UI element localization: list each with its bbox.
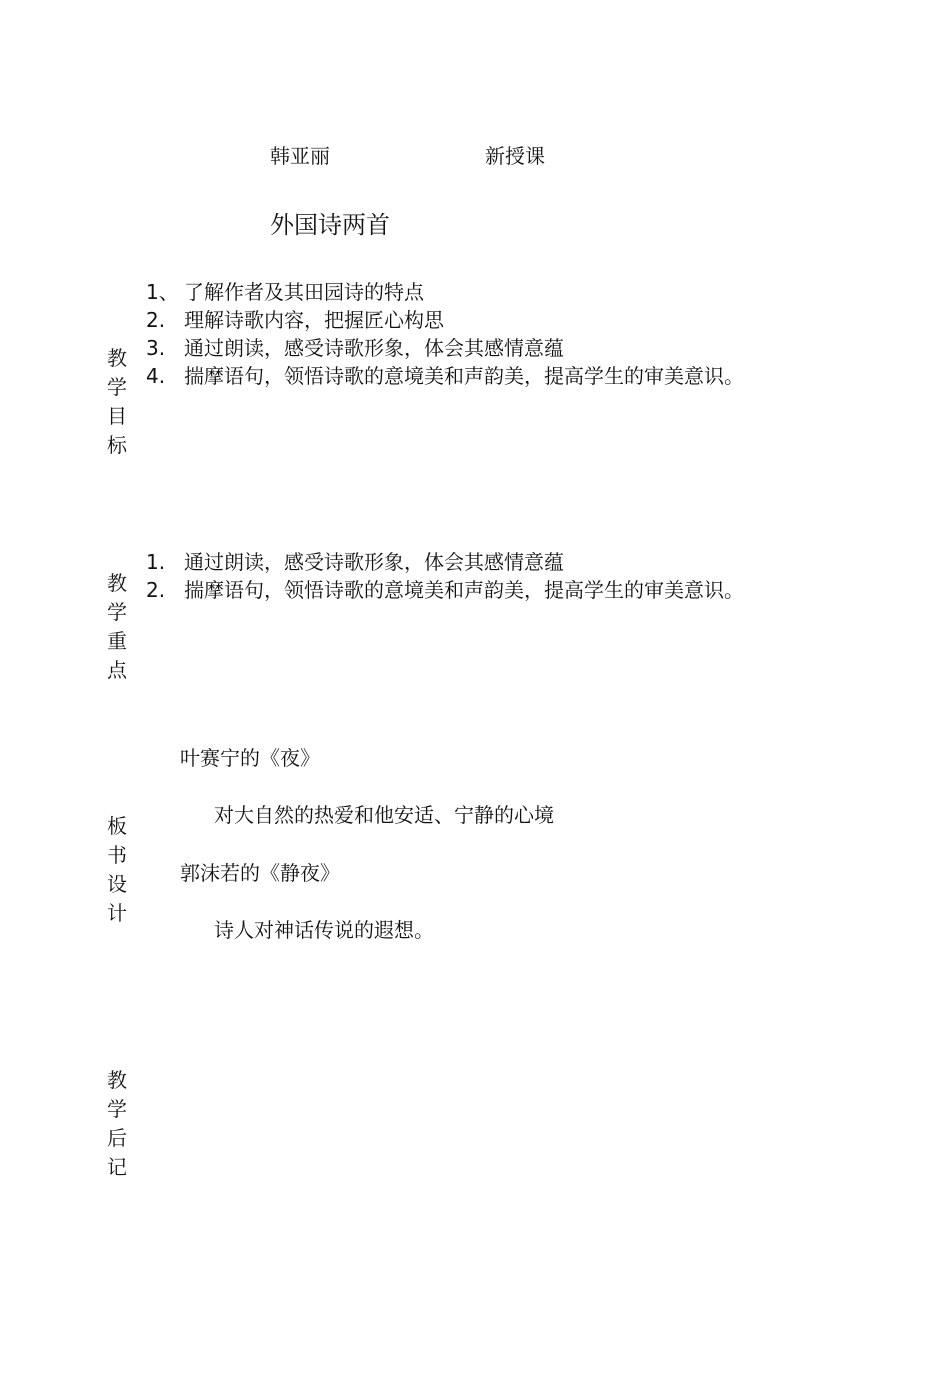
objectives-label-char: 目 — [107, 404, 127, 428]
board-poem-2: 郭沫若的《静夜》 — [180, 861, 340, 885]
item-number: 4. — [146, 364, 166, 388]
key-points-label-char: 重 — [107, 629, 127, 653]
board-design-label-char: 计 — [107, 901, 127, 925]
objectives-label — [104, 344, 130, 460]
board-poem-1-note: 对大自然的热爱和他安适、宁静的心境 — [214, 803, 554, 827]
item-number: 1、 — [146, 280, 179, 304]
item-text: 通过朗读，感受诗歌形象，体会其感情意蕴 — [184, 550, 564, 574]
board-design-label-char: 书 — [107, 843, 127, 867]
key-points-list — [146, 548, 744, 604]
key-points-label-char: 学 — [107, 600, 127, 624]
board-poem-1: 叶赛宁的《夜》 — [180, 746, 320, 770]
item-text: 通过朗读，感受诗歌形象，体会其感情意蕴 — [184, 336, 564, 360]
reflection-label-char: 记 — [107, 1155, 127, 1179]
key-points-label-char: 点 — [107, 658, 127, 682]
reflection-label-char: 学 — [107, 1097, 127, 1121]
list-item — [146, 362, 744, 390]
key-points-label-char: 教 — [107, 571, 127, 595]
item-text: 理解诗歌内容，把握匠心构思 — [184, 308, 444, 332]
reflection-label-char: 后 — [107, 1126, 127, 1150]
item-number: 2. — [146, 308, 166, 332]
lesson-title: 外国诗两首 — [270, 211, 390, 239]
list-item — [146, 306, 744, 334]
item-text: 揣摩语句，领悟诗歌的意境美和声韵美，提高学生的审美意识。 — [184, 364, 744, 388]
objectives-list — [146, 278, 744, 390]
reflection-label-char: 教 — [107, 1068, 127, 1092]
item-number: 3. — [146, 336, 166, 360]
item-text: 了解作者及其田园诗的特点 — [184, 280, 424, 304]
board-poem-2-note: 诗人对神话传说的遐想。 — [214, 918, 434, 942]
list-item — [146, 548, 744, 576]
board-design-label-char: 板 — [107, 814, 127, 838]
item-number: 1. — [146, 550, 166, 574]
item-text: 揣摩语句，领悟诗歌的意境美和声韵美，提高学生的审美意识。 — [184, 578, 744, 602]
reflection-label — [104, 1066, 130, 1182]
board-design-label-char: 设 — [107, 872, 127, 896]
list-item — [146, 278, 744, 306]
list-item — [146, 576, 744, 604]
lesson-type: 新授课 — [485, 144, 545, 168]
objectives-label-char: 学 — [107, 375, 127, 399]
key-points-label — [104, 569, 130, 685]
teacher-name: 韩亚丽 — [270, 144, 330, 168]
item-number: 2. — [146, 578, 166, 602]
objectives-label-char: 教 — [107, 346, 127, 370]
board-design-label — [104, 812, 130, 928]
list-item — [146, 334, 744, 362]
objectives-label-char: 标 — [107, 433, 127, 457]
